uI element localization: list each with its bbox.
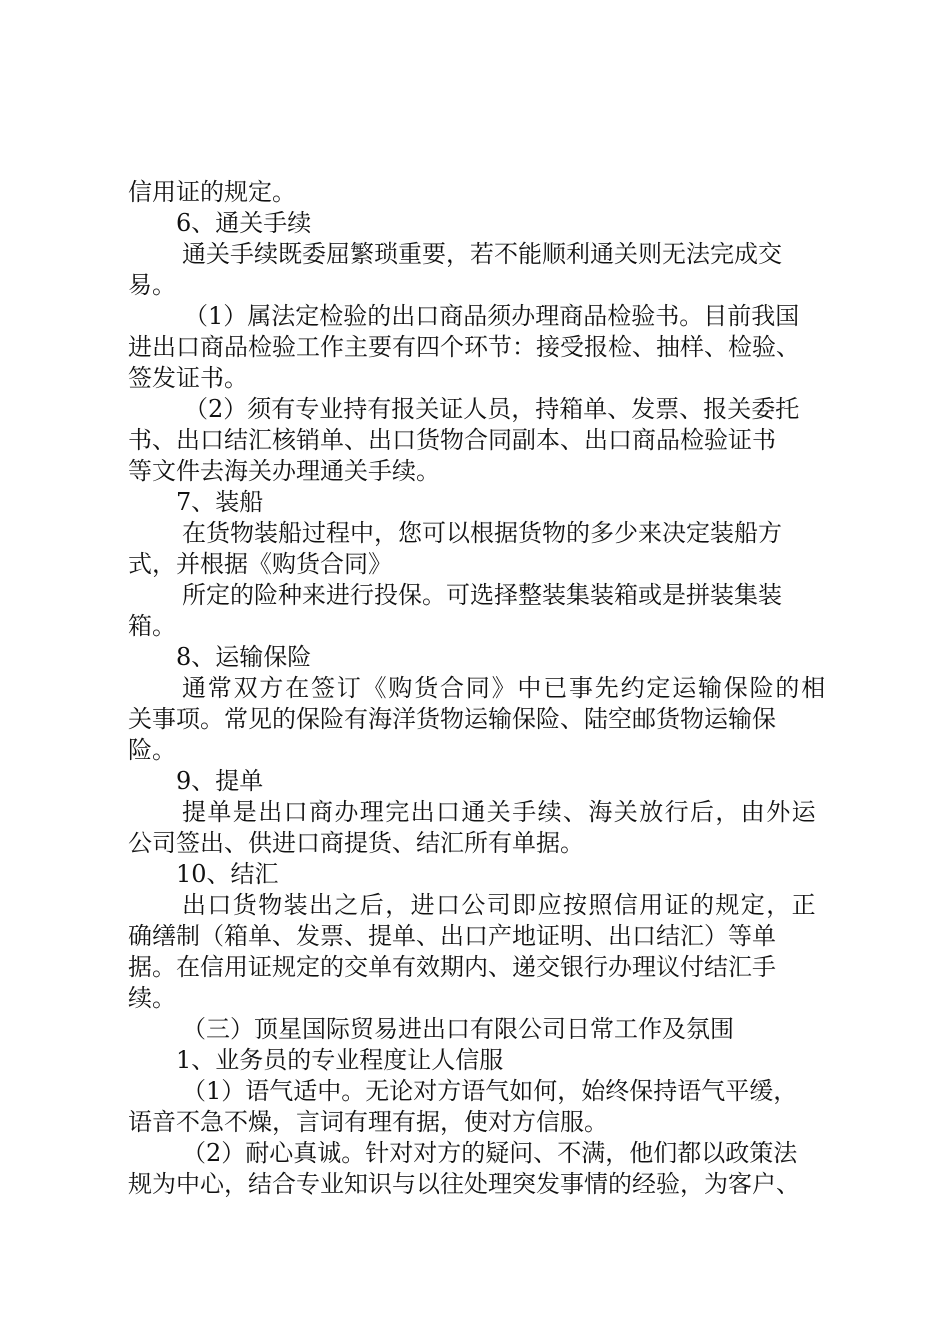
text-line: 通常双方在签订《购货合同》中已事先约定运输保险的相 [182,674,827,702]
section-heading: 7、装船 [176,488,264,516]
text-line: 式，并根据《购货合同》 [128,550,392,578]
text-line: 公司签出、供进口商提货、结汇所有单据。 [128,829,584,857]
subsection-heading: （三）顶星国际贸易进出口有限公司日常工作及氛围 [182,1015,734,1043]
text-line: 确缮制（箱单、发票、提单、出口产地证明、出口结汇）等单 [128,922,776,950]
text-line: 通关手续既委屈繁琐重要，若不能顺利通关则无法完成交 [182,240,782,268]
section-heading: 1、业务员的专业程度让人信服 [176,1046,504,1074]
text-line: 签发证书。 [128,364,248,392]
text-line: 等文件去海关办理通关手续。 [128,457,440,485]
text-line: 信用证的规定。 [128,178,296,206]
text-line: 易。 [128,271,176,299]
text-line: 关事项。常见的保险有海洋货物运输保险、陆空邮货物运输保 [128,705,776,733]
text-line: 进出口商品检验工作主要有四个环节：接受报检、抽样、检验、 [128,333,800,361]
text-line: （2）耐心真诚。针对对方的疑问、不满，他们都以政策法 [182,1139,798,1167]
text-line: 规为中心，结合专业知识与以往处理突发事情的经验，为客户、 [128,1170,800,1198]
text-line: 在货物装船过程中，您可以根据货物的多少来决定装船方 [182,519,782,547]
text-line: 续。 [128,984,176,1012]
section-heading: 10、结汇 [176,860,279,888]
text-line: 据。在信用证规定的交单有效期内、递交银行办理议付结汇手 [128,953,776,981]
text-line: 提单是出口商办理完出口通关手续、海关放行后，由外运 [182,798,817,826]
section-heading: 8、运输保险 [176,643,312,671]
text-line: 险。 [128,736,176,764]
text-line: 出口货物装出之后，进口公司即应按照信用证的规定，正 [182,891,817,919]
text-line: 所定的险种来进行投保。可选择整装集装箱或是拼装集装 [182,581,782,609]
text-line: 语音不急不燥，言词有理有据，使对方信服。 [128,1108,608,1136]
section-heading: 9、提单 [176,767,264,795]
text-line: 箱。 [128,612,176,640]
text-line: （1）语气适中。无论对方语气如何，始终保持语气平缓， [182,1077,798,1105]
text-line: （1）属法定检验的出口商品须办理商品检验书。目前我国 [184,302,800,330]
text-line: 书、出口结汇核销单、出口货物合同副本、出口商品检验证书 [128,426,776,454]
text-line: （2）须有专业持有报关证人员，持箱单、发票、报关委托 [184,395,800,423]
section-heading: 6、通关手续 [176,209,312,237]
